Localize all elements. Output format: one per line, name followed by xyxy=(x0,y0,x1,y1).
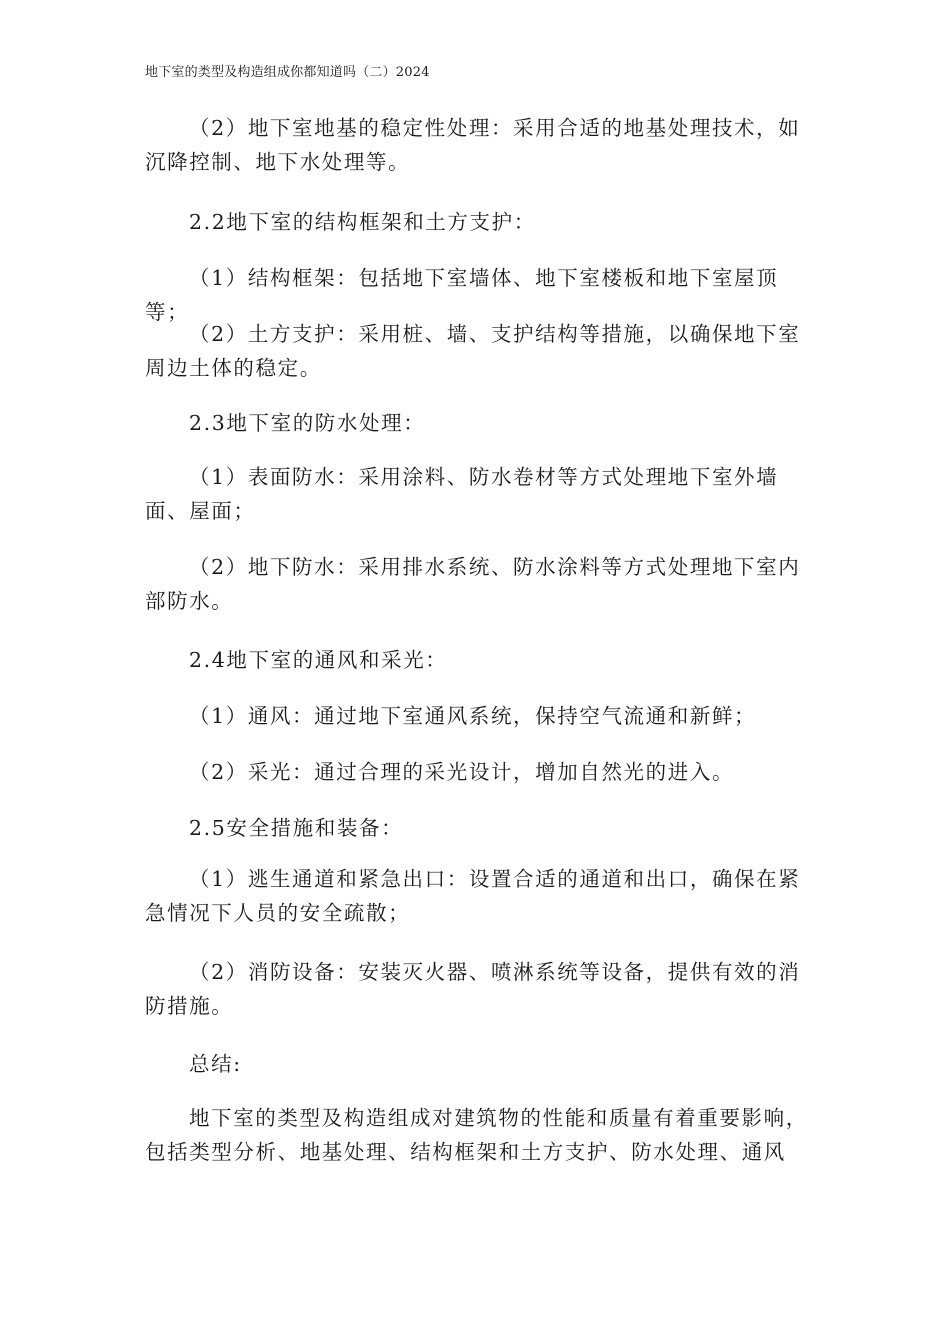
paragraph-foundation-stability: （2）地下室地基的稳定性处理：采用合适的地基处理技术，如沉降控制、地下水处理等。 xyxy=(145,116,801,174)
summary-heading: 总结: xyxy=(189,1052,242,1076)
section-heading-2-5: 2.5安全措施和装备： xyxy=(189,816,404,840)
paragraph-underground-waterproofing: （2）地下防水：采用排水系统、防水涂料等方式处理地下室内部防水。 xyxy=(145,555,801,613)
paragraph-fire-equipment: （2）消防设备：安装灭火器、喷淋系统等设备，提供有效的消防措施。 xyxy=(145,960,801,1018)
paragraph-ventilation: （1）通风：通过地下室通风系统，保持空气流通和新鲜； xyxy=(189,704,757,728)
section-heading-2-2: 2.2地下室的结构框架和土方支护： xyxy=(189,210,536,234)
section-heading-2-3: 2.3地下室的防水处理： xyxy=(189,411,426,435)
paragraph-structural-frame: （1）结构框架：包括地下室墙体、地下室楼板和地下室屋顶等； xyxy=(145,266,779,324)
paragraph-earth-support: （2）土方支护：采用桩、墙、支护结构等措施，以确保地下室周边土体的稳定。 xyxy=(145,322,801,380)
paragraph-summary: 地下室的类型及构造组成对建筑物的性能和质量有着重要影响，包括类型分析、地基处理、结构框架和土方支护、防水处理、通风 xyxy=(145,1106,808,1164)
paragraph-surface-waterproofing: （1）表面防水：采用涂料、防水卷材等方式处理地下室外墙面、屋面； xyxy=(145,465,779,523)
page-header: 地下室的类型及构造组成你都知道吗（二）2024 xyxy=(145,65,430,80)
paragraph-lighting: （2）采光：通过合理的采光设计，增加自然光的进入。 xyxy=(189,760,735,784)
section-heading-2-4: 2.4地下室的通风和采光： xyxy=(189,648,448,672)
paragraph-escape-routes: （1）逃生通道和紧急出口：设置合适的通道和出口，确保在紧急情况下人员的安全疏散； xyxy=(145,867,801,925)
